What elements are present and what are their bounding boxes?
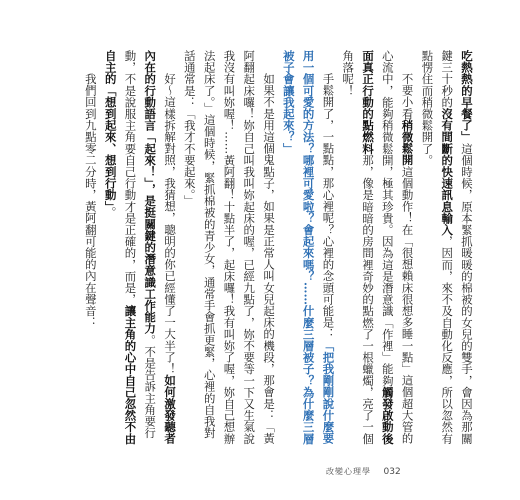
bold-text: 稍微鬆開 bbox=[400, 119, 415, 166]
highlighted-text: 「把我剛剛說什麼要用一個可愛的方法？哪裡可愛啦？會起來嗎？……什麼三層被子？為什麼三層被子會讓我起來？」 bbox=[281, 50, 336, 445]
paragraph bbox=[278, 50, 337, 448]
text-run: 如果不是用這個鬼點子，如果是正常人叫女兒起床的機段，那會是：「黃阿翻起床囉！妳自己叫我叫妳起床的喔，已經九點了，妳不要等一下又生氣說我沒有叫妳喔！……黃阿翻！十點半了，起床囉！我有叫妳了喔，妳自己想辦法起床了。」這個時候，緊抓棉被的青少女，通常手會抓更緊，心裡的自我對話通常是：「我才不要起來。」 bbox=[182, 50, 277, 445]
page-number: 032 bbox=[383, 467, 401, 477]
paragraph bbox=[80, 50, 100, 448]
paragraph bbox=[179, 50, 278, 448]
bold-text: 讓主角的心中自己忽然不由自主的「想到起來、想到行動」 bbox=[103, 50, 138, 445]
text-run: 手鬆開了，一點點，那心裡呢？心裡的念頭可能是： bbox=[321, 72, 336, 340]
text-run: ，因而，來不及自動化反應，所以忽然有點愣住而稍微鬆開了。 bbox=[420, 50, 455, 445]
text-run: 。 bbox=[103, 206, 118, 219]
text-run: 這個時候，原本緊抓暖暖的棉被的女兒的雙手，會因為那關鍵三十秒的 bbox=[440, 50, 474, 445]
body-text bbox=[83, 50, 476, 448]
text-run: 好～這樣拆解對照，我猜想，聰明的你已經懂了一大半了！ bbox=[163, 72, 178, 375]
text-run: 。不是告訴主角要行動，不是說服主角要自己行動才是正確的，而是， bbox=[123, 50, 158, 439]
bold-text: 如何激發聽者內在的行動語言「起來！」，是挺關鍵的潛意識工作能力 bbox=[143, 50, 178, 445]
book-title: 改變心理學 bbox=[326, 467, 371, 476]
bold-text: 吃熱熱的早餐了」 bbox=[460, 50, 474, 143]
paragraph bbox=[100, 50, 179, 448]
text-run: 那，像是暗暗的房間裡奇妙的點燃了一根蠟燭，亮了一個角落呢！ bbox=[341, 50, 376, 445]
paragraph bbox=[417, 50, 476, 448]
text-run: 我們回到九點零二分時，黃阿翻可能的內在聲音： bbox=[83, 72, 98, 328]
bold-text: 觸發啟動後面真正行動的點燃料 bbox=[361, 50, 395, 445]
text-run: 不要小看 bbox=[400, 72, 415, 120]
bold-text: 沒有間斷的快速訊息輸入 bbox=[440, 108, 455, 236]
text-run: 這個動作！在「很想賴床很想多睡一點」這個超大管的心流中，能夠稍微鬆開，極其珍貴。因為這是潛意識「作裡」能夠 bbox=[380, 50, 415, 445]
page-footer bbox=[326, 466, 401, 477]
paragraph bbox=[337, 50, 416, 448]
